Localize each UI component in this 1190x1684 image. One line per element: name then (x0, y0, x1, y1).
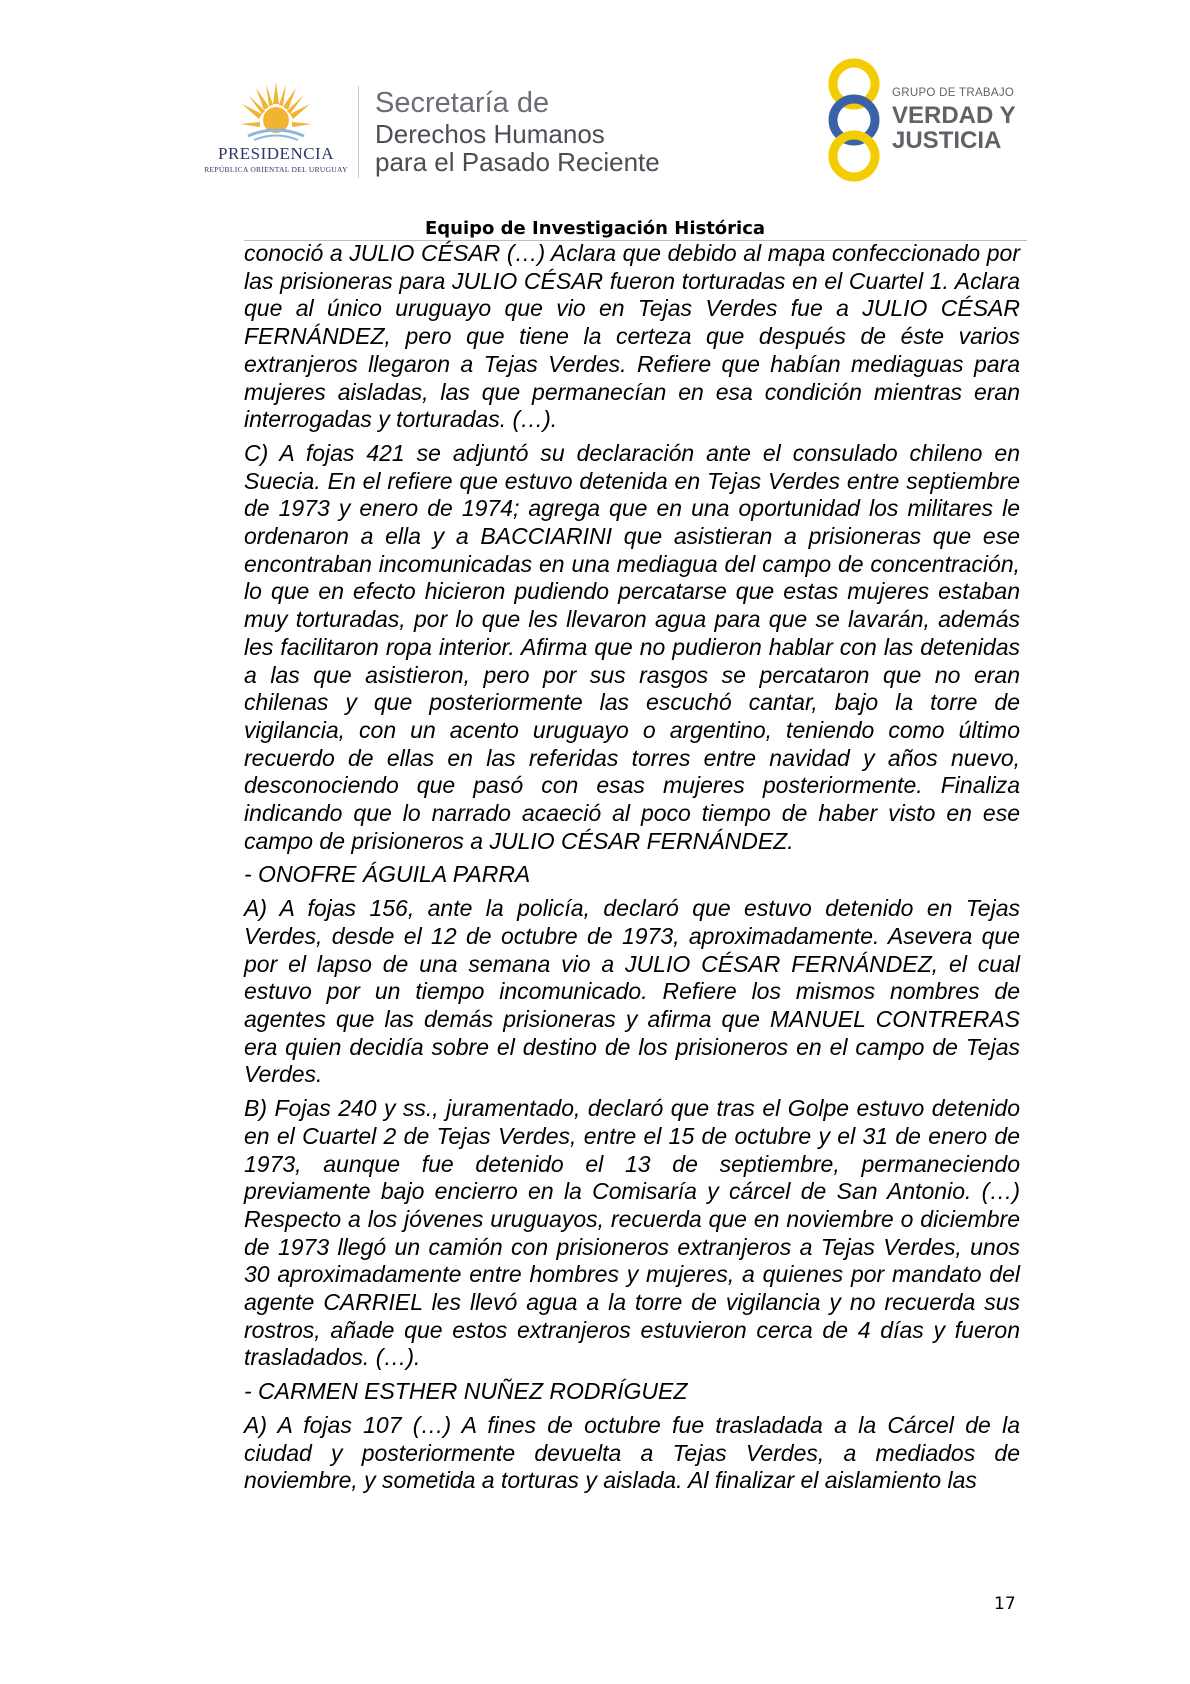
witness-heading: - CARMEN ESTHER NUÑEZ RODRÍGUEZ (244, 1378, 688, 1405)
presidencia-logo (196, 80, 356, 180)
sun-icon (240, 80, 312, 142)
paragraph: A) A fojas 107 (…) A fines de octubre fue trasladada a la Cárcel de la ciudad y posteriormente devuelta a Tejas Verdes, a mediados de noviembre, y sometida a torturas y aislada. Al finalizar el aislamiento las (244, 1411, 1020, 1494)
paragraph: B) Fojas 240 y ss., juramentado, declaró que tras el Golpe estuvo detenido en el Cuartel 2 de Tejas Verdes, entre el 15 de octubre y el 31 de enero de 1973, aunque fue detenido el 13 de septiembre, permaneciendo previamente bajo encierro en la Comisaría y cárcel de San Antonio. (…) Respecto a los jóvenes uruguayos, recuerda que en noviembre o diciembre de 1973 llegó un camión con prisioneros extranjeros a Tejas Verdes, unos 30 aproximadamente entre hombres y mujeres, a quienes por mandato del agente CARRIEL les llevó agua a la torre de vigilancia y no recuerda sus rostros, añade que estos extranjeros estuvieron cerca de 4 días y fueron trasladados. (…). (244, 1095, 1020, 1371)
paragraph: conoció a JULIO CÉSAR (…) Aclara que debido al mapa confeccionado por las prisioneras para JULIO CÉSAR fueron torturadas en el Cuartel 1. Aclara que al único uruguayo que vio en Tejas Verdes fue a JULIO CÉSAR FERNÁNDEZ, pero que tiene la certeza que después de éste varios extranjeros llegaron a Tejas Verdes. Refiere que habían mediaguas para mujeres aisladas, las que permanecían en esa condición mientras eran interrogadas y torturadas. (…). (244, 240, 1020, 433)
presidencia-name: PRESIDENCIA (217, 144, 334, 163)
paragraph: C) A fojas 421 se adjuntó su declaración ante el consulado chileno en Suecia. En el refiere que estuvo detenida en Tejas Verdes entre septiembre de 1973 y enero de 1974; agrega que en una oportunidad los militares le ordenaron a ella y a BACCIARINI que asistieran a prisioneras que ese encontraban incomunicadas en una mediagua del campo de concentración, lo que en efecto hicieron pudiendo percatarse que estas mujeres estaban muy torturadas, por lo que les llevaron agua para que se lavarán, además les facilitaron ropa interior. Afirma que no pudieron hablar con las detenidas a las que asistieron, pero por sus rasgos se percataron que no eran chilenas y que posteriormente las escuchó cantar, bajo la torre de vigilancia, con un acento uruguayo o argentino, teniendo como último recuerdo de ellas en las referidas torres entre navidad y años nuevo, desconociendo que pasó con esas mujeres posteriormente. Finaliza indicando que lo narrado acaeció al poco tiempo de haber visto en ese campo de prisioneros a JULIO CÉSAR FERNÁNDEZ. (244, 439, 1020, 854)
logo-divider (358, 86, 359, 178)
grupo-line-3: JUSTICIA (892, 126, 1002, 154)
secretaria-line-1: Secretaría de (375, 87, 550, 119)
rings-icon (818, 58, 890, 183)
team-title: Equipo de Investigación Histórica (424, 218, 766, 239)
presidencia-subtitle: REPÚBLICA ORIENTAL DEL URUGUAY (204, 165, 348, 174)
grupo-line-1: GRUPO DE TRABAJO (892, 87, 1015, 99)
witness-heading: - ONOFRE ÁGUILA PARRA (244, 861, 531, 888)
grupo-line-2: VERDAD Y (892, 101, 1016, 129)
page-number: 17 (994, 1594, 1016, 1614)
page-header (0, 0, 1190, 250)
document-body (244, 240, 1020, 1501)
paragraph: A) A fojas 156, ante la policía, declaró que estuvo detenido en Tejas Verdes, desde el 12 de octubre de 1973, aproximadamente. Asevera que por el lapso de una semana vio a JULIO CÉSAR FERNÁNDEZ, el cual estuvo por un tiempo incomunicado. Refiere los mismos nombres de agentes que las demás prisioneras y afirma que MANUEL CONTRERAS era quien decidía sobre el destino de los prisioneros en el campo de Tejas Verdes. (244, 895, 1020, 1088)
secretaria-line-2: Derechos Humanos (375, 118, 605, 149)
grupo-trabajo-text (892, 88, 1016, 153)
grupo-trabajo-logo (818, 58, 1028, 183)
secretaria-line-3: para el Pasado Reciente (375, 147, 660, 178)
secretaria-logo-text (375, 88, 660, 177)
